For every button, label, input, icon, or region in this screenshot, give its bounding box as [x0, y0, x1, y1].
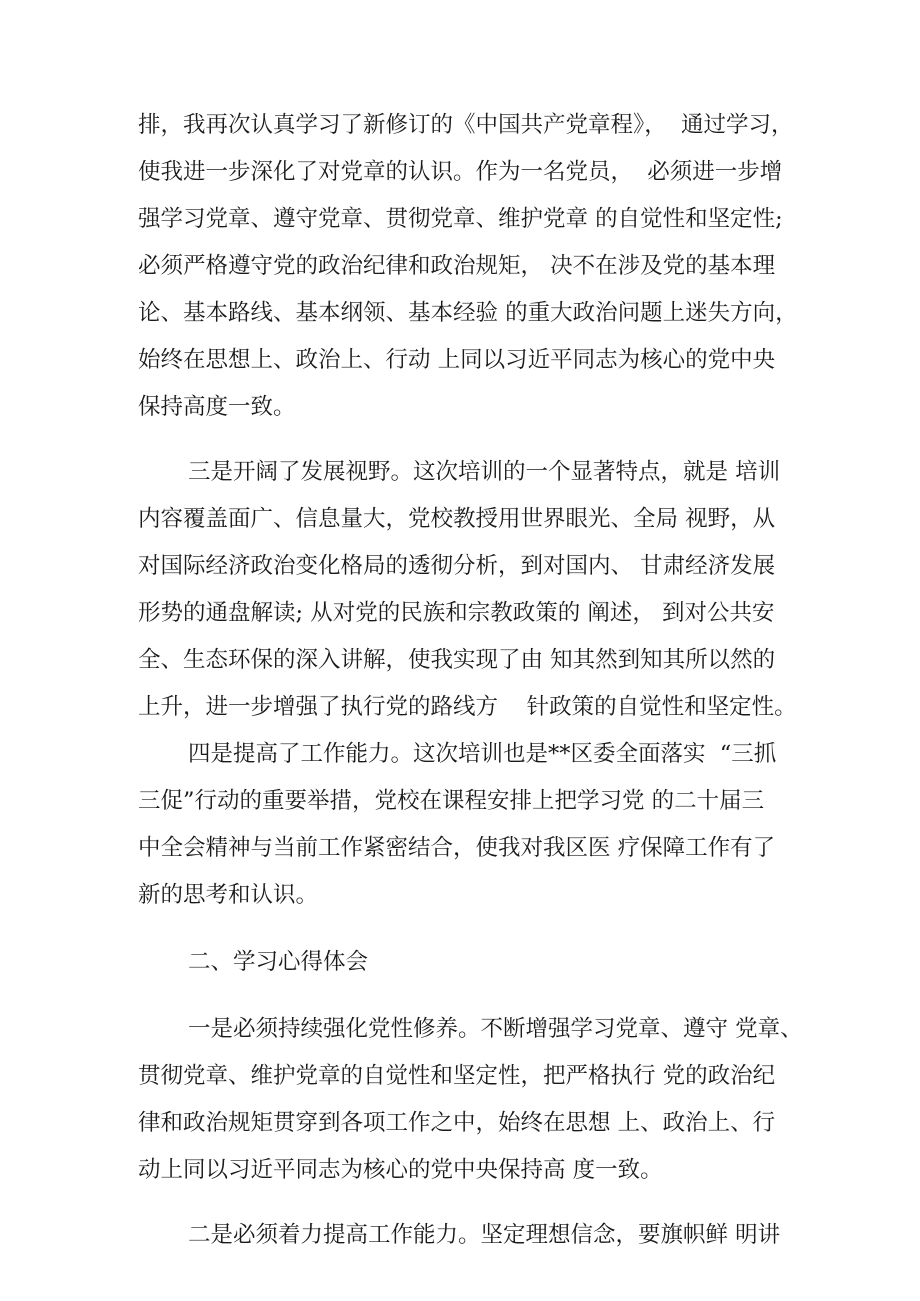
text-line: 动上同以习近平同志为核心的党中央保持高 度一致。 [138, 1157, 663, 1183]
text-line: 中全会精神与当前工作紧密结合，使我对我区医 疗保障工作有了 [138, 835, 776, 861]
paragraph-continued [138, 102, 798, 431]
text-line: 使我进一步深化了对党章的认识。作为一名党员， 必须进一步增 [138, 159, 783, 185]
text-line: 必须严格遵守党的政治纪律和政治规矩， 决不在涉及党的基本理 [138, 253, 776, 279]
text-line: 保持高度一致。 [138, 394, 296, 420]
document-body [138, 102, 803, 1259]
paragraph-one [138, 1006, 803, 1194]
text-line: 排，我再次认真学习了新修订的《中国共产党章程》， 通过学习， [138, 112, 794, 138]
text-line: 贯彻党章、维护党章的自觉性和坚定性，把严格执行 党的政治纪 [138, 1063, 776, 1089]
text-line: 新的思考和认识。 [138, 882, 319, 908]
text-line: 形势的通盘解读; 从对党的民族和宗教政策的 阐述， 到对公共安 [138, 600, 775, 626]
text-line: 上升，进一步增强了执行党的路线方 针政策的自觉性和坚定性。 [138, 694, 797, 720]
text-line: 三促”行动的重要举措，党校在课程安排上把学习党 的二十届三 [138, 788, 765, 814]
paragraph-four [138, 731, 798, 919]
text-line: 论、基本路线、基本纲领、基本经验 的重大政治问题上迷失方向， [138, 300, 798, 326]
paragraph-two [138, 1212, 798, 1259]
text-line: 全、生态环保的深入讲解，使我实现了由 知其然到知其所以然的 [138, 647, 776, 673]
text-line: 一是必须持续强化党性修养。不断增强学习党章、遵守 党章、 [188, 1016, 803, 1042]
section-heading: 二、学习心得体会 [188, 949, 369, 975]
text-line: 对国际经济政治变化格局的透彻分析，到对国内、 甘肃经济发展 [138, 553, 776, 579]
text-line: 强学习党章、遵守党章、贯彻党章、维护党章 的自觉性和坚定性; [138, 206, 783, 232]
text-line: 始终在思想上、政治上、行动 上同以习近平同志为核心的党中央 [138, 347, 776, 373]
text-line: 四是提高了工作能力。这次培训也是**区委全面落实 “三抓 [188, 741, 777, 767]
text-line: 三是开阔了发展视野。这次培训的一个显著特点，就是 培训 [188, 459, 781, 485]
paragraph-three [138, 449, 798, 731]
text-line: 内容覆盖面广、信息量大，党校教授用世界眼光、全局 视野，从 [138, 506, 776, 532]
text-line: 二是必须着力提高工作能力。坚定理想信念，要旗帜鲜 明讲 [188, 1222, 781, 1248]
text-line: 律和政治规矩贯穿到各项工作之中，始终在思想 上、政治上、行 [138, 1110, 776, 1136]
